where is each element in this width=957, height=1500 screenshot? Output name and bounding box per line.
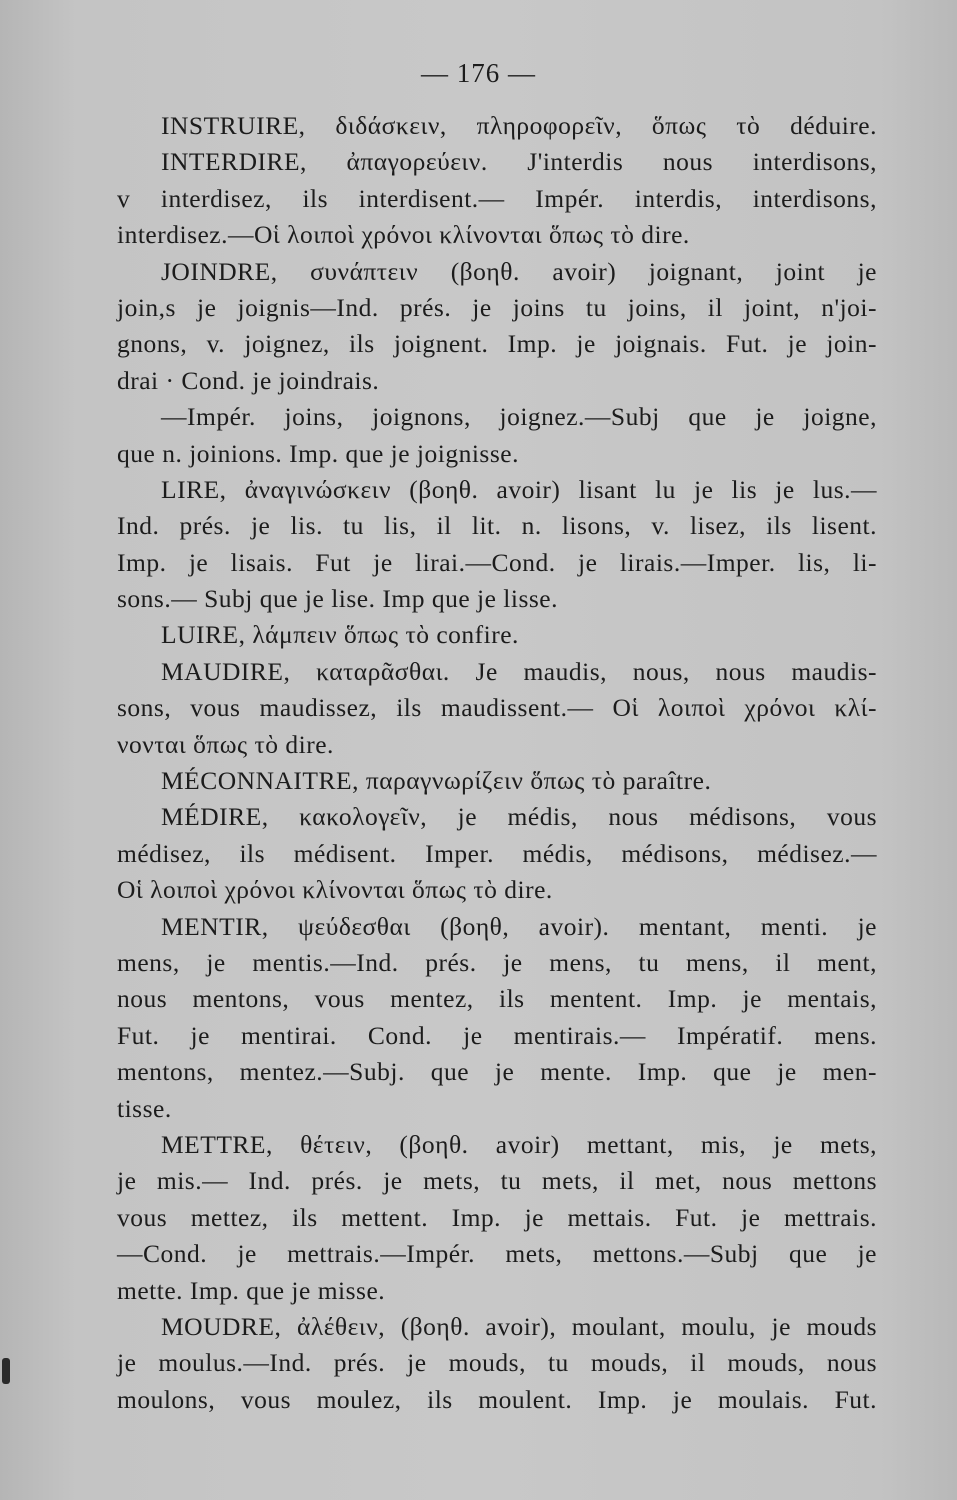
text-line: —Cond. je mettrais.—Impér. mets, mettons.—Subj que je xyxy=(117,1239,877,1269)
text-line: MÉDIRE, κακολογεῖν, je médis, nous médisons, vous xyxy=(161,802,877,832)
text-line: JOINDRE, συνάπτειν (βοηθ. avoir) joignant, joint je xyxy=(161,256,877,286)
text-line: Imp. je lisais. Fut je lirai.—Cond. je lirais.—Imper. lis, li- xyxy=(117,547,877,577)
text-line: mentons, mentez.—Subj. que je mente. Imp. que je men- xyxy=(117,1057,877,1087)
text-line: médisez, ils médisent. Imper. médis, médisons, médisez.— xyxy=(117,838,877,868)
text-line: MAUDIRE, καταρᾶσθαι. Je maudis, nous, nous maudis- xyxy=(161,656,877,686)
text-line: moulons, vous moulez, ils moulent. Imp. je moulais. Fut. xyxy=(117,1384,877,1414)
text-line: LIRE, ἀναγινώσκειν (βοηθ. avoir) lisant lu je lis je lus.— xyxy=(161,474,877,504)
text-line: je moulus.—Ind. prés. je mouds, tu mouds, il mouds, nous xyxy=(117,1348,877,1378)
text-line: vous mettez, ils mettent. Imp. je mettais. Fut. je mettrais. xyxy=(117,1202,877,1232)
text-line: v interdisez, ils interdisent.— Impér. interdis, interdisons, xyxy=(117,183,877,213)
text-line: MENTIR, ψεύδεσθαι (βοηθ, avoir). mentant, menti. je xyxy=(161,911,877,941)
text-line: mens, je mentis.—Ind. prés. je mens, tu mens, il ment, xyxy=(117,947,877,977)
text-line: sons.— Subj que je lise. Imp que je lisse. xyxy=(117,584,559,614)
text-line: MÉCONNAITRE, παραγνωρίζειν ὅπως τὸ paraître. xyxy=(161,766,712,796)
text-line: gnons, v. joignez, ils joignent. Imp. je joignais. Fut. je join- xyxy=(117,329,877,359)
text-line: INTERDIRE, ἀπαγορεύειν. J'interdis nous interdisons, xyxy=(161,147,877,177)
page-number: — 176 — xyxy=(421,58,536,88)
text-line: νονται ὅπως τὸ dire. xyxy=(117,729,334,759)
text-line: —Impér. joins, joignons, joignez.—Subj que je joigne, xyxy=(161,402,877,432)
text-line: INSTRUIRE, διδάσκειν, πληροφορεῖν, ὅπως τὸ déduire. xyxy=(161,111,877,140)
text-line: Ind. prés. je lis. tu lis, il lit. n. lisons, v. lisez, ils lisent. xyxy=(117,511,877,541)
text-line: Fut. je mentirai. Cond. je mentirais.— Impératif. mens. xyxy=(117,1020,877,1050)
scan-mark xyxy=(2,1358,10,1384)
page-body xyxy=(117,108,877,1418)
text-line: METTRE, θέτειν, (βοηθ. avoir) mettant, mis, je mets, xyxy=(161,1129,877,1159)
text-line: join,s je joignis—Ind. prés. je joins tu joins, il joint, n'joi- xyxy=(117,292,877,322)
text-line: MOUDRE, ἀλέθειν, (βοηθ. avoir), moulant, moulu, je mouds xyxy=(161,1311,877,1341)
text-line: je mis.— Ind. prés. je mets, tu mets, il met, nous mettons xyxy=(117,1166,877,1196)
text-line: interdisez.—Οἱ λοιποὶ χρόνοι κλίνονται ὅπως τὸ dire. xyxy=(117,220,690,250)
text-line: mette. Imp. que je misse. xyxy=(117,1275,386,1305)
text-line: LUIRE, λάμπειν ὅπως τὸ confire. xyxy=(161,620,519,650)
text-line: sons, vous maudissez, ils maudissent.— Οἱ λοιποὶ χρόνοι κλί- xyxy=(117,693,877,723)
text-line: tisse. xyxy=(117,1093,172,1123)
text-line: Οἱ λοιποὶ χρόνοι κλίνονται ὅπως τὸ dire. xyxy=(117,875,553,905)
text-line: drai · Cond. je joindrais. xyxy=(117,365,380,395)
text-line: que n. joinions. Imp. que je joignisse. xyxy=(117,438,519,468)
text-line: nous mentons, vous mentez, ils mentent. Imp. je mentais, xyxy=(117,984,877,1014)
